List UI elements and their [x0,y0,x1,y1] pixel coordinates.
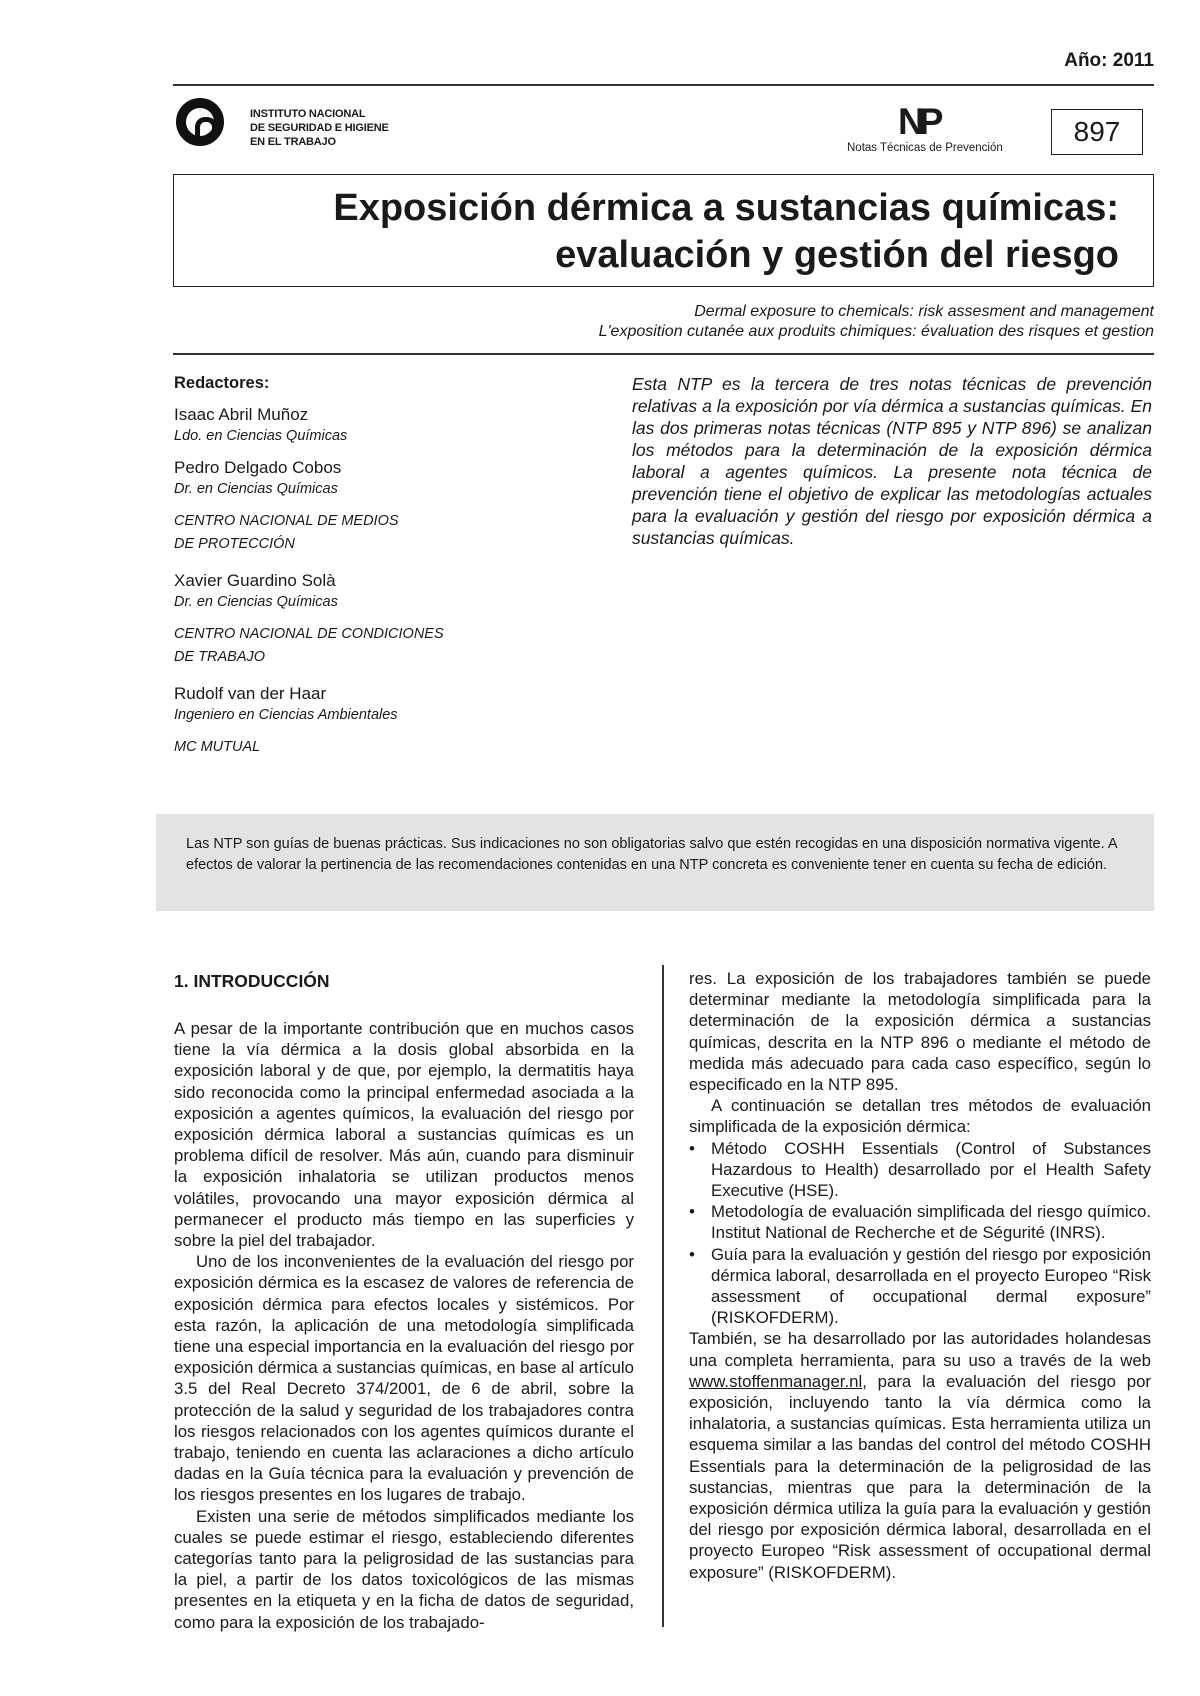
year-label: Año: 2011 [1064,50,1154,71]
authors-block [174,374,594,773]
author-name: Xavier Guardino Solà [174,571,336,590]
author-center: MC MUTUAL [174,739,261,755]
subtitle-fr: L'exposition cutanée aux produits chimiques: évaluation des risques et gestion [598,323,1154,340]
list-item: • Método COSHH Essentials (Control of Substances Hazardous to Health) desarrollado por el Health Safety Executive (HSE). [689,1138,1151,1202]
center-line: DE TRABAJO [174,649,266,665]
left-column [174,1018,634,1633]
ntp-number: 897 [1073,116,1121,147]
np-logo: NP [898,101,938,142]
paragraph: A pesar de la importante contribución que en muchos casos tiene la vía dérmica a la dosis global absorbida en la exposición laboral y de que, por ejemplo, la dermatitis haya sido reconocida como la principal enfermedad asociada a la exposición a agentes químicos, la evaluación del riesgo por exposición dérmica laboral a sustancias químicas es un problema difícil de resolver. Más aún, cuando para disminuir la exposición inhalatoria se utilizan productos menos volátiles, provocando una mayor exposición dérmica al permanecer el producto más tiempo en las superficies y sobre la piel del trabajador. [174,1019,634,1251]
notice-text: Las NTP son guías de buenas prácticas. Sus indicaciones no son obligatorias salvo que estén recogidas en una disposición normativa vigente. A efectos de valorar la pertinencia de las recomendaciones contenidas en una NTP concreta es conveniente tener en cuenta su fecha de edición. [186,836,1117,873]
center-line: CENTRO NACIONAL DE CONDICIONES [174,626,444,642]
paragraph: Uno de los inconvenientes de la evaluación del riesgo por exposición dérmica es la escasez de valores de referencia de exposición dérmica para efectos locales y sistémicos. Por esta razón, la aplicación de una metodología simplificada tiene una especial importancia en la evaluación del riesgo por exposición dérmica a sustancias químicas, en base al artículo 3.5 del Real Decreto 374/2001, de 6 de abril, sobre la protección de la salud y seguridad de los trabajadores contra los riesgos relacionados con los agentes químicos durante el trabajo, teniendo en cuenta las aclaraciones a dicho artículo dadas en la Guía técnica para la evaluación y prevención de los riesgos presentes en los lugares de trabajo. [174,1252,634,1505]
right-column [689,968,1151,1583]
institute-line: DE SEGURIDAD E HIGIENE [250,122,389,134]
center-line: DE PROTECCIÓN [174,536,295,552]
authors-heading: Redactores: [174,374,270,392]
author-center [174,623,594,669]
author-degree: Dr. en Ciencias Químicas [174,594,338,610]
paragraph: res. La exposición de los trabajadores también se puede determinar mediante la metodología simplificada para la determinación de la exposición dérmica a sustancias químicas, descrita en la NTP 896 o mediante el método de medida más adecuado para cada caso específico, según lo especificado en la NTP 895. [689,969,1151,1095]
section-heading: 1. INTRODUCCIÓN [174,971,330,991]
page-title-line2: evaluación y gestión del riesgo [555,234,1119,276]
title-box [173,174,1154,287]
abstract: Esta NTP es la tercera de tres notas técnicas de prevención relativas a la exposición por vía dérmica a sustancias químicas. En las dos primeras notas técnicas (NTP 895 y NTP 896) se analizan los métodos para la determinación de la exposición dérmica laboral a agentes químicos. La presente nota técnica de prevención tiene el objetivo de explicar las metodologías actuales para la evaluación y gestión del riesgo por exposición dérmica a sustancias químicas. [632,374,1152,548]
ntp-number-box [1051,109,1143,155]
methods-list [689,1138,1151,1329]
series-caption: Notas Técnicas de Prevención [847,142,1003,154]
subtitles [599,302,1154,342]
author-name: Rudolf van der Haar [174,684,327,703]
institute-line: EN EL TRABAJO [250,136,336,148]
insht-logo-icon [176,98,224,146]
author-degree: Ldo. en Ciencias Químicas [174,428,348,444]
text-run: También, se ha desarrollado por las autoridades holandesas una completa herramienta, para su uso a través de la web [689,1329,1151,1370]
subtitle-en: Dermal exposure to chemicals: risk assesment and management [694,303,1154,320]
institute-line: INSTITUTO NACIONAL [250,108,366,120]
author-degree: Dr. en Ciencias Químicas [174,481,338,497]
header-rule [173,84,1154,86]
stoffenmanager-link[interactable]: www.stoffenmanager.nl [689,1371,863,1391]
text-run: , para la evaluación del riesgo por exposición, incluyendo tanto la vía dérmica como la inhalatoria, a sustancias químicas. Esta herramienta utiliza un esquema similar a las bandas del control del método COSHH Essentials para la determinación de la peligrosidad de las sustancias, mientras que para la determinación de la exposición dérmica utiliza la guía para la evaluación y gestión del riesgo por exposición dérmica laboral, desarrollada en el proyecto Europeo “Risk assessment of occupational dermal exposure” (RISKOFDERM). [689,1371,1151,1582]
notice-box [156,814,1154,911]
list-item: • Metodología de evaluación simplificada del riesgo químico. Institut National de Recherche et de Ségurité (INRS). [689,1201,1151,1243]
paragraph: Existen una serie de métodos simplificados mediante los cuales se puede estimar el riesgo, estableciendo diferentes categorías tanto para la peligrosidad de las sustancias para la piel, a partir de los datos toxicológicos de las mismas presentes en la etiqueta y en la ficha de datos de seguridad, como para la exposición de los trabajado- [174,1506,634,1632]
title-rule [173,353,1154,355]
paragraph [689,1328,1151,1582]
list-item: • Guía para la evaluación y gestión del riesgo por exposición dérmica laboral, desarrollada en el proyecto Europeo “Risk assessment of occupational dermal exposure” (RISKOFDERM). [689,1244,1151,1329]
paragraph: A continuación se detallan tres métodos de evaluación simplificada de la exposición dérmica: [689,1096,1151,1137]
institute-name [250,107,389,149]
author-name: Pedro Delgado Cobos [174,458,342,477]
author-degree: Ingeniero en Ciencias Ambientales [174,707,398,723]
author-center [174,510,594,556]
center-line: CENTRO NACIONAL DE MEDIOS [174,513,399,529]
author-name: Isaac Abril Muñoz [174,405,309,424]
page-title-line1: Exposición dérmica a sustancias químicas: [333,187,1119,229]
column-divider [662,965,664,1627]
